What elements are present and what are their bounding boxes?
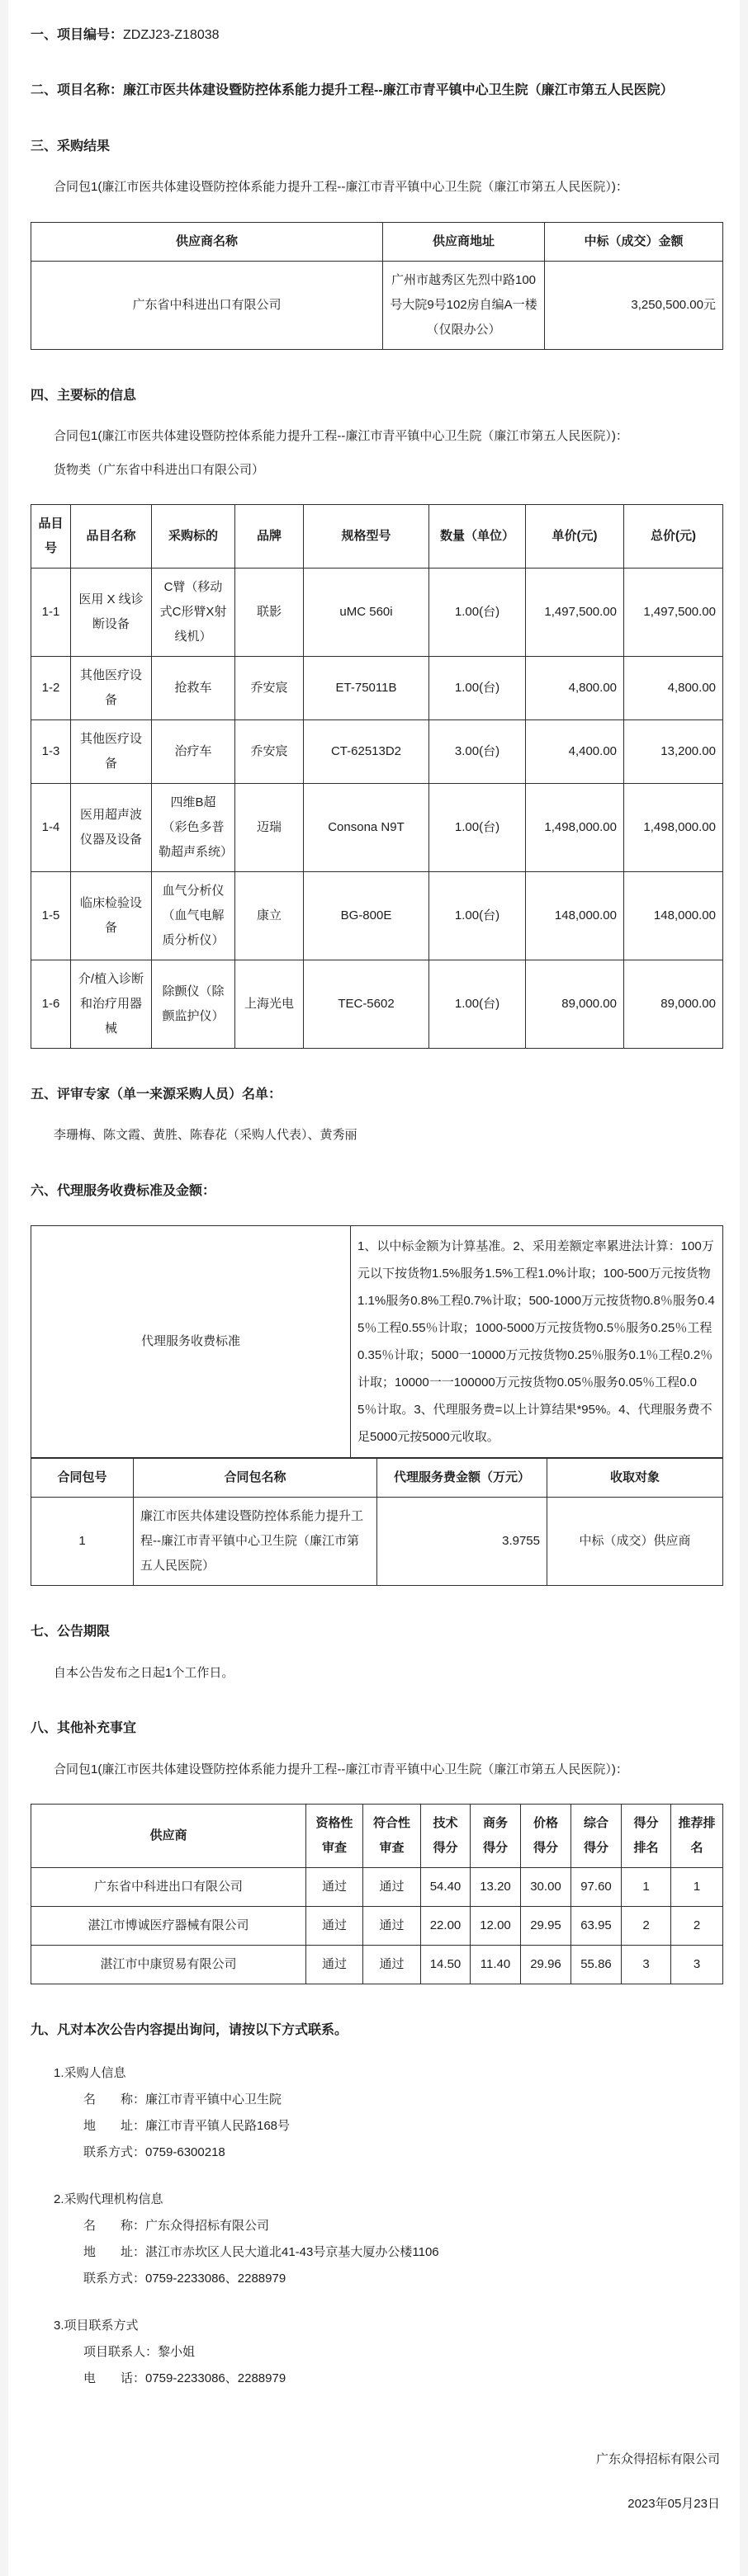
table-cell: 联影 <box>235 569 304 657</box>
table-cell: 1-2 <box>31 657 71 720</box>
purchaser-info <box>31 2060 740 2167</box>
table-cell: 1-5 <box>31 872 71 960</box>
agency-info-title: 2.采购代理机构信息 <box>54 2191 163 2206</box>
column-header: 供应商名称 <box>31 222 383 261</box>
table-row <box>31 1498 723 1586</box>
section-heading-main-subject-info: 四、主要标的信息 <box>31 388 137 403</box>
table-cell: 14.50 <box>421 1946 471 1984</box>
table-row <box>31 1868 723 1907</box>
table-cell: 1-1 <box>31 569 71 657</box>
fee-amount-table-header <box>31 1459 723 1498</box>
table-cell: 13,200.00 <box>624 720 723 784</box>
table-row <box>31 1226 723 1458</box>
table-cell: 29.96 <box>521 1946 571 1984</box>
table-cell: 其他医疗设备 <box>71 657 152 720</box>
column-header: 资格性审查 <box>306 1805 363 1868</box>
table-row <box>31 1459 723 1498</box>
table-cell: 上海光电 <box>235 960 304 1049</box>
table-cell: 30.00 <box>521 1868 571 1907</box>
table-cell: ET-75011B <box>304 657 429 720</box>
project-number-label: 一、项目编号： <box>31 28 124 42</box>
table-cell: 4,800.00 <box>526 657 624 720</box>
table-cell: uMC 560i <box>304 569 429 657</box>
fee-standard-label-cell: 代理服务收费标准 <box>31 1226 351 1458</box>
table-row <box>31 261 723 349</box>
table-cell: 医用超声波仪器及设备 <box>71 784 152 872</box>
column-header: 单价(元) <box>526 505 624 569</box>
table-cell: 广东省中科进出口有限公司 <box>31 261 383 349</box>
table-cell: 1,498,000.00 <box>624 784 723 872</box>
table-cell: 2 <box>622 1907 671 1946</box>
column-header: 总价(元) <box>624 505 723 569</box>
table-cell: 通过 <box>306 1946 363 1984</box>
fee-standard-text-cell: 1、以中标金额为计算基准。2、采用差额定率累进法计算：100万元以下按货物1.5%服务1.5%工程1.0%计取；100-500万元按货物1.1%服务0.8%工程0.7%计取；500-1000万元按货物0.8％服务0.45％工程0.55％计取；1000-5000万元按货物0.5％服务0.25％工程0.35％计取；5000一10000万元按货物0.25％服务0.1％工程0.2％计取；10000一一100000万元按货物0.05％服务0.05％工程0.05％计取。3、代理服务费=以上计算结果*95%。4、代理服务费不足5000元按5000元收取。 <box>351 1226 723 1458</box>
table-cell: 1.00(台) <box>429 657 526 720</box>
table-cell: 治疗车 <box>152 720 235 784</box>
table-cell: 4,400.00 <box>526 720 624 784</box>
review-score-table-header <box>31 1805 723 1868</box>
table-cell: 1.00(台) <box>429 872 526 960</box>
table-cell: 广州市越秀区先烈中路100号大院9号102房自编A一楼（仅限办公） <box>383 261 545 349</box>
table-cell: Consona N9T <box>304 784 429 872</box>
agency-info <box>31 2187 740 2293</box>
column-header: 供应商 <box>31 1805 306 1868</box>
table-cell: 迈瑞 <box>235 784 304 872</box>
column-header: 符合性审查 <box>363 1805 421 1868</box>
table-cell: 2 <box>671 1907 723 1946</box>
table-cell: CT-62513D2 <box>304 720 429 784</box>
table-cell: 3 <box>671 1946 723 1984</box>
table-cell: 63.95 <box>571 1907 622 1946</box>
table-cell: 3.00(台) <box>429 720 526 784</box>
project-name-label: 二、项目名称： <box>31 83 124 98</box>
table-cell: C臂（移动式C形臂X射线机） <box>152 569 235 657</box>
table-cell: 康立 <box>235 872 304 960</box>
expert-names: 李珊梅、陈文霞、黄胜、陈春花（采购人代表）、黄秀丽 <box>54 1128 357 1143</box>
table-cell: 湛江市中康贸易有限公司 <box>31 1946 306 1984</box>
table-cell: 抢救车 <box>152 657 235 720</box>
table-cell: 医用 X 线诊断设备 <box>71 569 152 657</box>
table-cell: 1.00(台) <box>429 960 526 1049</box>
table-cell: 13.20 <box>471 1868 521 1907</box>
project-number-value: ZDZJ23-Z18038 <box>123 28 220 42</box>
section-heading-project-name <box>31 82 740 100</box>
column-header: 采购标的 <box>152 505 235 569</box>
table-cell: 55.86 <box>571 1946 622 1984</box>
agency-name: 名 称：广东众得招标有限公司 <box>83 2218 270 2233</box>
section-heading-procurement-result: 三、采购结果 <box>31 139 111 153</box>
contract-package-intro: 合同包1(廉江市医共体建设暨防控体系能力提升工程--廉江市青平镇中心卫生院（廉江市第五人民医院）)： <box>54 180 628 195</box>
column-header: 综合得分 <box>571 1805 622 1868</box>
table-cell: 临床检验设备 <box>71 872 152 960</box>
table-cell: 11.40 <box>471 1946 521 1984</box>
table-cell: 中标（成交）供应商 <box>547 1498 723 1586</box>
items-table-header <box>31 505 723 569</box>
items-table-body <box>31 569 723 1049</box>
purchaser-contact: 联系方式：0759-6300218 <box>83 2145 225 2160</box>
table-row <box>31 1907 723 1946</box>
table-cell: 3.9755 <box>377 1498 547 1586</box>
result-table <box>31 222 723 350</box>
table-cell: 介/植入诊断和治疗用器械 <box>71 960 152 1049</box>
table-cell: 1.00(台) <box>429 569 526 657</box>
table-cell: 乔安宸 <box>235 720 304 784</box>
signature-date: 2023年05月23日 <box>627 2497 720 2512</box>
project-contact-phone: 电 话：0759-2233086、2288979 <box>83 2371 286 2386</box>
purchaser-address: 地 址：廉江市青平镇人民路168号 <box>83 2119 291 2134</box>
table-cell: 1 <box>671 1868 723 1907</box>
table-cell: 1 <box>622 1868 671 1907</box>
table-cell: 除颤仪（除颤监护仪） <box>152 960 235 1049</box>
column-header: 品目名称 <box>71 505 152 569</box>
table-row <box>31 960 723 1049</box>
table-cell: 通过 <box>363 1946 421 1984</box>
column-header: 代理服务费金额（万元） <box>377 1459 547 1498</box>
result-table-header <box>31 222 723 261</box>
project-name-value: 廉江市医共体建设暨防控体系能力提升工程--廉江市青平镇中心卫生院（廉江市第五人民医院） <box>123 83 674 98</box>
column-header: 合同包号 <box>31 1459 134 1498</box>
signature-block <box>31 2437 740 2526</box>
table-cell: 12.00 <box>471 1907 521 1946</box>
table-row <box>31 1946 723 1984</box>
column-header: 品目号 <box>31 505 71 569</box>
column-header: 技术得分 <box>421 1805 471 1868</box>
goods-category-line: 货物类（广东省中科进出口有限公司） <box>54 462 265 477</box>
table-cell: 89,000.00 <box>526 960 624 1049</box>
review-score-table <box>31 1804 723 1984</box>
table-row <box>31 784 723 872</box>
column-header: 中标（成交）金额 <box>545 222 723 261</box>
project-contact-info <box>31 2313 740 2393</box>
section-heading-announcement-period: 七、公告期限 <box>31 1625 111 1639</box>
table-cell: 广东省中科进出口有限公司 <box>31 1868 306 1907</box>
column-header: 品牌 <box>235 505 304 569</box>
table-row <box>31 657 723 720</box>
column-header: 得分排名 <box>622 1805 671 1868</box>
table-cell: 通过 <box>306 1907 363 1946</box>
column-header: 数量（单位） <box>429 505 526 569</box>
column-header: 推荐排名 <box>671 1805 723 1868</box>
fee-amount-table-body <box>31 1498 723 1586</box>
table-cell: 3 <box>622 1946 671 1984</box>
column-header: 商务得分 <box>471 1805 521 1868</box>
table-cell: 1,497,500.00 <box>526 569 624 657</box>
fee-amount-table <box>31 1458 723 1586</box>
table-cell: 湛江市博诚医疗器械有限公司 <box>31 1907 306 1946</box>
table-cell: 1.00(台) <box>429 784 526 872</box>
column-header: 规格型号 <box>304 505 429 569</box>
section-heading-contact: 九、凡对本次公告内容提出询问，请按以下方式联系。 <box>31 2023 348 2038</box>
items-table <box>31 504 723 1049</box>
section-heading-other-matters: 八、其他补充事宜 <box>31 1721 137 1736</box>
table-cell: 1-4 <box>31 784 71 872</box>
table-cell: 通过 <box>306 1868 363 1907</box>
table-cell: 1-3 <box>31 720 71 784</box>
section-heading-review-experts: 五、评审专家（单一来源采购人员）名单： <box>31 1087 282 1102</box>
table-row <box>31 222 723 261</box>
announcement-period-text: 自本公告发布之日起1个工作日。 <box>54 1665 234 1680</box>
table-row <box>31 720 723 784</box>
table-cell: 乔安宸 <box>235 657 304 720</box>
agency-address: 地 址：湛江市赤坎区人民大道北41-43号京基大厦办公楼1106 <box>83 2245 439 2260</box>
table-cell: 29.95 <box>521 1907 571 1946</box>
section-heading-agency-fee: 六、代理服务收费标准及金额： <box>31 1183 216 1198</box>
purchaser-name: 名 称：廉江市青平镇中心卫生院 <box>83 2092 282 2107</box>
contract-package-intro: 合同包1(廉江市医共体建设暨防控体系能力提升工程--廉江市青平镇中心卫生院（廉江市第五人民医院）)： <box>54 1762 628 1776</box>
table-cell: 3,250,500.00元 <box>545 261 723 349</box>
table-cell: 廉江市医共体建设暨防控体系能力提升工程--廉江市青平镇中心卫生院（廉江市第五人民医院） <box>134 1498 377 1586</box>
table-cell: TEC-5602 <box>304 960 429 1049</box>
table-cell: 54.40 <box>421 1868 471 1907</box>
table-cell: 4,800.00 <box>624 657 723 720</box>
table-cell: 89,000.00 <box>624 960 723 1049</box>
project-contact-title: 3.项目联系方式 <box>54 2318 139 2333</box>
column-header: 收取对象 <box>547 1459 723 1498</box>
fee-standard-table <box>31 1225 723 1458</box>
column-header: 价格得分 <box>521 1805 571 1868</box>
table-row <box>31 505 723 569</box>
table-cell: BG-800E <box>304 872 429 960</box>
table-cell: 1 <box>31 1498 134 1586</box>
contract-package-intro: 合同包1(廉江市医共体建设暨防控体系能力提升工程--廉江市青平镇中心卫生院（廉江市第五人民医院）)： <box>54 429 628 444</box>
table-cell: 22.00 <box>421 1907 471 1946</box>
column-header: 供应商地址 <box>383 222 545 261</box>
table-cell: 通过 <box>363 1868 421 1907</box>
project-contact-person: 项目联系人：黎小姐 <box>83 2344 196 2359</box>
table-cell: 其他医疗设备 <box>71 720 152 784</box>
table-cell: 1-6 <box>31 960 71 1049</box>
table-cell: 1,497,500.00 <box>624 569 723 657</box>
table-row <box>31 569 723 657</box>
agency-contact: 联系方式：0759-2233086、2288979 <box>83 2272 286 2286</box>
table-cell: 97.60 <box>571 1868 622 1907</box>
table-row <box>31 872 723 960</box>
table-cell: 血气分析仪（血气电解质分析仪） <box>152 872 235 960</box>
table-cell: 148,000.00 <box>526 872 624 960</box>
table-row <box>31 1805 723 1868</box>
column-header: 合同包名称 <box>134 1459 377 1498</box>
table-cell: 四维B超（彩色多普勒超声系统） <box>152 784 235 872</box>
announcement-document <box>8 0 740 2576</box>
review-score-table-body <box>31 1868 723 1984</box>
signature-company: 广东众得招标有限公司 <box>595 2452 720 2467</box>
table-cell: 1,498,000.00 <box>526 784 624 872</box>
table-cell: 148,000.00 <box>624 872 723 960</box>
purchaser-info-title: 1.采购人信息 <box>54 2065 126 2080</box>
table-cell: 通过 <box>363 1907 421 1946</box>
section-heading-project-number <box>31 26 740 45</box>
result-table-body <box>31 261 723 349</box>
